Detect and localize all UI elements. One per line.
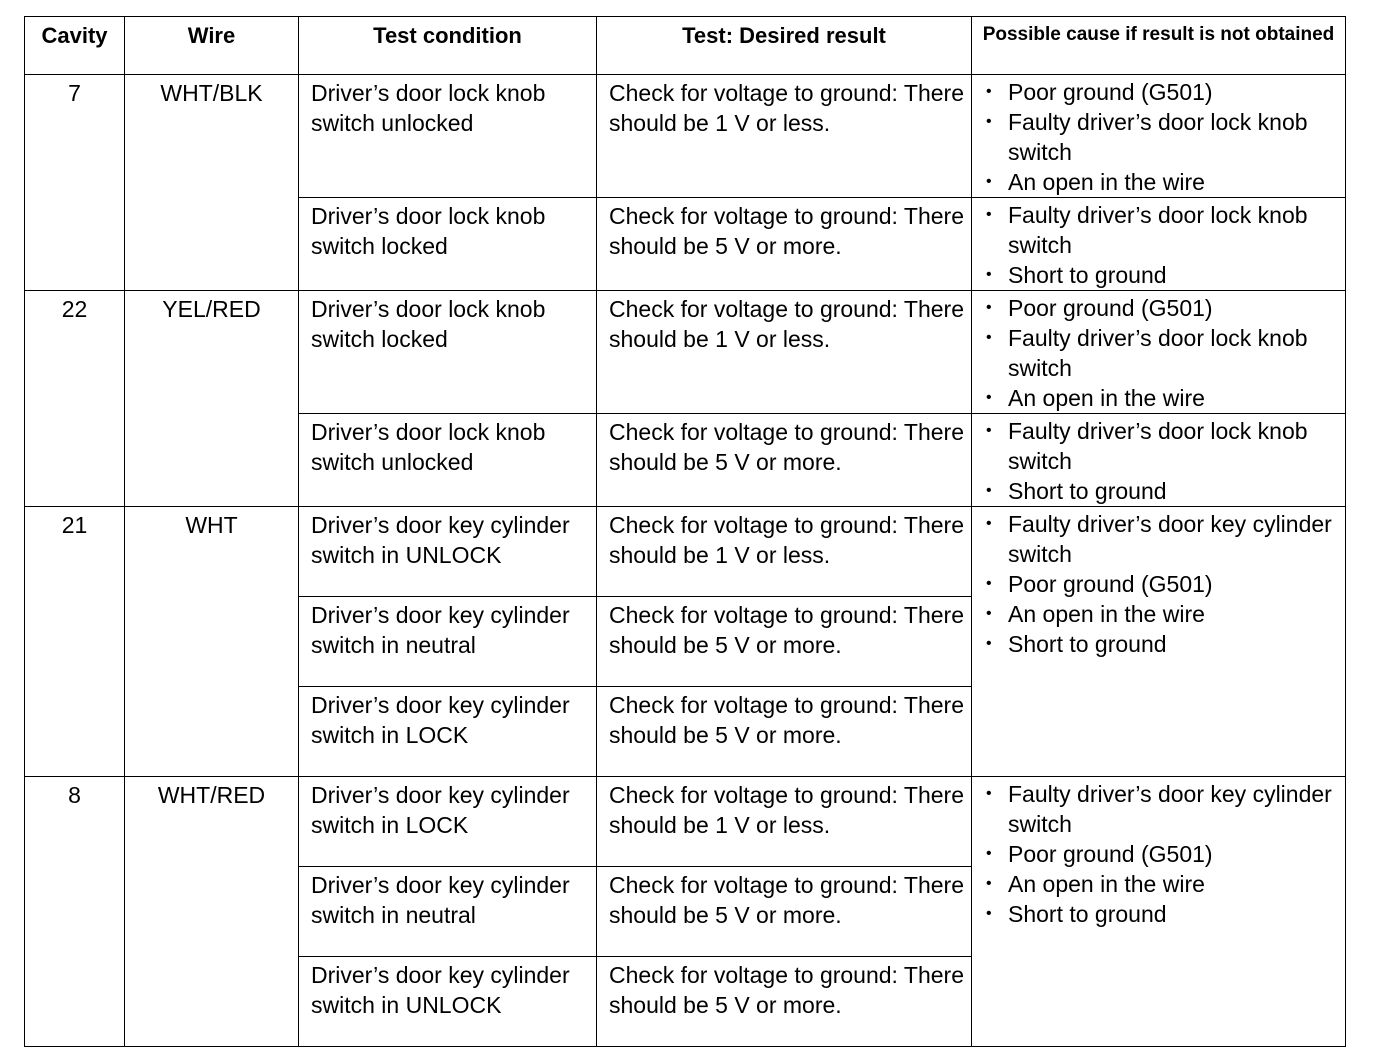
desired-result-cell: Check for voltage to ground: There should be 5 V or more.	[597, 687, 972, 777]
table-row	[25, 291, 1346, 414]
cavity-cell: 21	[25, 507, 125, 777]
possible-cause-cell	[972, 198, 1346, 291]
test-condition-cell: Driver’s door lock knob switch unlocked	[299, 414, 597, 507]
header-desired-result: Test: Desired result	[597, 17, 972, 75]
possible-cause-cell	[972, 777, 1346, 1047]
test-condition-cell: Driver’s door key cylinder switch in LOCK	[299, 687, 597, 777]
header-row	[25, 17, 1346, 75]
test-condition-cell: Driver’s door lock knob switch locked	[299, 198, 597, 291]
test-condition-cell: Driver’s door key cylinder switch in UNLOCK	[299, 507, 597, 597]
test-condition-cell: Driver’s door lock knob switch unlocked	[299, 75, 597, 198]
cause-item: • Poor ground (G501)	[986, 293, 1345, 323]
cause-item: • Faulty driver’s door key cylinder switch	[986, 509, 1345, 569]
cause-item: • Poor ground (G501)	[986, 77, 1345, 107]
test-condition-cell: Driver’s door key cylinder switch in LOCK	[299, 777, 597, 867]
possible-cause-cell	[972, 507, 1346, 777]
cavity-cell: 22	[25, 291, 125, 507]
cause-item: • Short to ground	[986, 899, 1345, 929]
table-row	[25, 777, 1346, 867]
test-condition-cell: Driver’s door key cylinder switch in UNLOCK	[299, 957, 597, 1047]
cause-list	[972, 414, 1345, 506]
cause-item: • Faulty driver’s door lock knob switch	[986, 200, 1345, 260]
cause-list	[972, 291, 1345, 413]
cause-list	[972, 198, 1345, 290]
header-test-condition: Test condition	[299, 17, 597, 75]
desired-result-cell: Check for voltage to ground: There should be 1 V or less.	[597, 291, 972, 414]
cause-item: • Short to ground	[986, 629, 1345, 659]
cause-item: • Faulty driver’s door lock knob switch	[986, 416, 1345, 476]
cause-item: • An open in the wire	[986, 869, 1345, 899]
cause-list	[972, 507, 1345, 659]
table-row	[25, 75, 1346, 198]
test-condition-cell: Driver’s door lock knob switch locked	[299, 291, 597, 414]
cause-item: • Faulty driver’s door lock knob switch	[986, 323, 1345, 383]
header-possible-cause: Possible cause if result is not obtained	[972, 17, 1346, 75]
cause-item: • An open in the wire	[986, 167, 1345, 197]
possible-cause-cell	[972, 75, 1346, 198]
cause-item: • Faulty driver’s door lock knob switch	[986, 107, 1345, 167]
possible-cause-cell	[972, 414, 1346, 507]
possible-cause-cell	[972, 291, 1346, 414]
cause-item: • Short to ground	[986, 476, 1345, 506]
desired-result-cell: Check for voltage to ground: There should be 5 V or more.	[597, 414, 972, 507]
cavity-cell: 8	[25, 777, 125, 1047]
cause-item: • An open in the wire	[986, 383, 1345, 413]
desired-result-cell: Check for voltage to ground: There should be 5 V or more.	[597, 597, 972, 687]
cause-item: • An open in the wire	[986, 599, 1345, 629]
desired-result-cell: Check for voltage to ground: There should be 1 V or less.	[597, 75, 972, 198]
troubleshooting-table	[24, 16, 1346, 1047]
header-wire: Wire	[125, 17, 299, 75]
cause-item: • Poor ground (G501)	[986, 839, 1345, 869]
desired-result-cell: Check for voltage to ground: There should be 1 V or less.	[597, 777, 972, 867]
test-condition-cell: Driver’s door key cylinder switch in neutral	[299, 597, 597, 687]
cause-list	[972, 777, 1345, 929]
test-condition-cell: Driver’s door key cylinder switch in neutral	[299, 867, 597, 957]
cause-item: • Short to ground	[986, 260, 1345, 290]
desired-result-cell: Check for voltage to ground: There should be 5 V or more.	[597, 867, 972, 957]
desired-result-cell: Check for voltage to ground: There should be 1 V or less.	[597, 507, 972, 597]
wire-cell: YEL/RED	[125, 291, 299, 507]
cause-list	[972, 75, 1345, 197]
desired-result-cell: Check for voltage to ground: There should be 5 V or more.	[597, 957, 972, 1047]
cavity-cell: 7	[25, 75, 125, 291]
table-row	[25, 507, 1346, 597]
wire-cell: WHT/BLK	[125, 75, 299, 291]
desired-result-cell: Check for voltage to ground: There should be 5 V or more.	[597, 198, 972, 291]
cause-item: • Poor ground (G501)	[986, 569, 1345, 599]
header-cavity: Cavity	[25, 17, 125, 75]
wire-cell: WHT	[125, 507, 299, 777]
cause-item: • Faulty driver’s door key cylinder switch	[986, 779, 1345, 839]
wire-cell: WHT/RED	[125, 777, 299, 1047]
